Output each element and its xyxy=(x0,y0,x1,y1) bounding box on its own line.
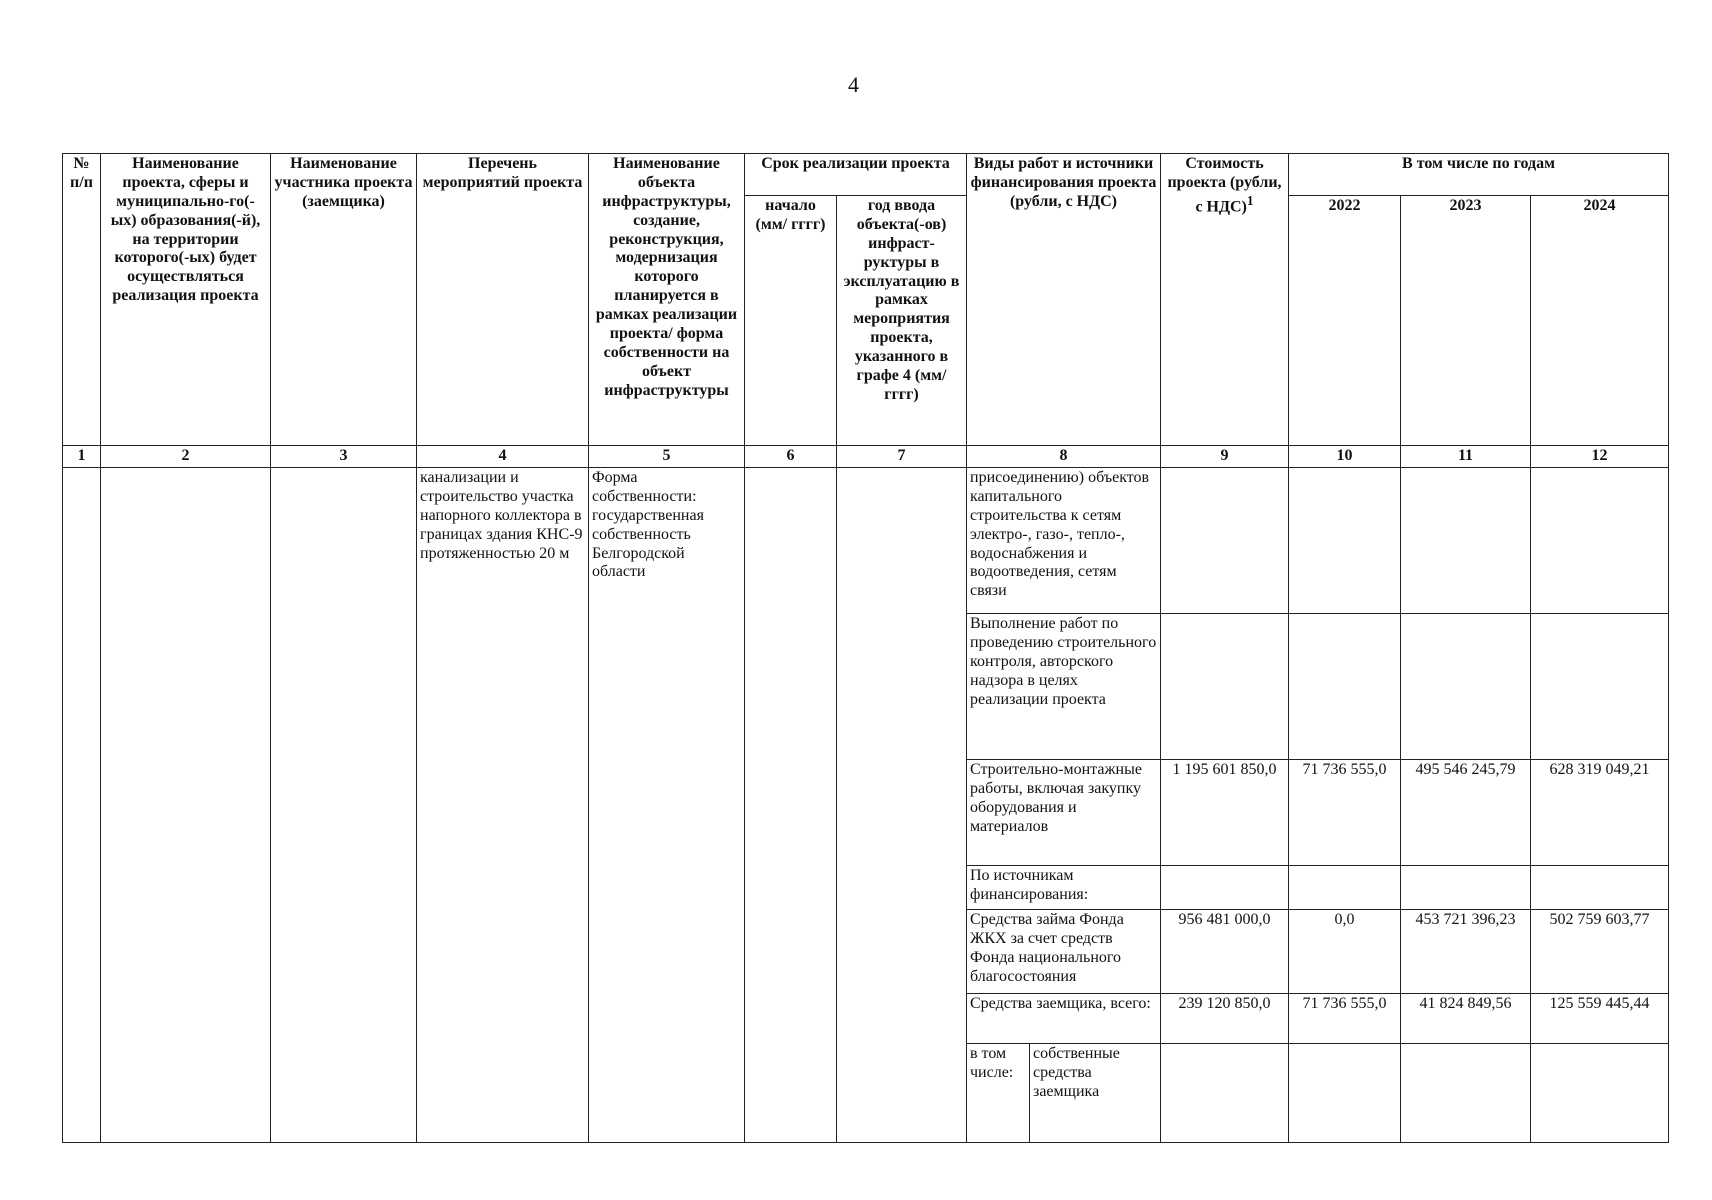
header-col-2: Наименование проекта, сферы и муниципально-го(-ых) образования(-й), на территории которого(-ых) будет осуществляться реализация проекта xyxy=(101,154,271,446)
work-type-label: По источникам финансирования: xyxy=(967,866,1161,910)
column-number: 2 xyxy=(101,446,271,468)
cost-total: 239 120 850,0 xyxy=(1161,994,1289,1044)
work-type-last xyxy=(967,1044,1161,1143)
body-col-2 xyxy=(101,468,271,1143)
header-col-7: год ввода объекта(-ов) инфраст-руктуры в эксплуатацию в рамках мероприятия проекта, указанного в графе 4 (мм/гггг) xyxy=(837,196,967,446)
cost-2023: 453 721 396,23 xyxy=(1401,910,1531,994)
cost-2023 xyxy=(1401,614,1531,760)
work-type-label: присоединению) объектов капитального строительства к сетям электро-, газо-, тепло-, водоснабжения и водоотведения, сетям связи xyxy=(967,468,1161,614)
work-type-label: Средства заемщика, всего: xyxy=(967,994,1161,1044)
header-col-4: Перечень мероприятий проекта xyxy=(417,154,589,446)
cost-2024: 502 759 603,77 xyxy=(1531,910,1669,994)
cost-2022 xyxy=(1289,468,1401,614)
cost-2023: 41 824 849,56 xyxy=(1401,994,1531,1044)
cost-2024 xyxy=(1531,866,1669,910)
last-row-subtable xyxy=(967,1044,1160,1142)
cost-2022: 71 736 555,0 xyxy=(1289,760,1401,866)
header-col-1: № п/п xyxy=(63,154,101,446)
page-number: 4 xyxy=(848,72,859,97)
cost-total xyxy=(1161,1044,1289,1143)
column-number: 10 xyxy=(1289,446,1401,468)
work-type-label: Выполнение работ по проведению строительного контроля, авторского надзора в целях реализации проекта xyxy=(967,614,1161,760)
header-year-2023: 2023 xyxy=(1401,196,1531,446)
cost-2022: 0,0 xyxy=(1289,910,1401,994)
cost-2022 xyxy=(1289,1044,1401,1143)
body-col-6 xyxy=(745,468,837,1143)
work-type-label: Средства займа Фонда ЖКХ за счет средств Фонда национального благосостояния xyxy=(967,910,1161,994)
cost-2024 xyxy=(1531,468,1669,614)
in-that-number-label: в том числе: xyxy=(967,1044,1030,1142)
cost-total: 956 481 000,0 xyxy=(1161,910,1289,994)
header-year-2022: 2022 xyxy=(1289,196,1401,446)
cost-2022 xyxy=(1289,614,1401,760)
header-col-8: Виды работ и источники финансирования проекта (рубли, с НДС) xyxy=(967,154,1161,446)
body-col-7 xyxy=(837,468,967,1143)
column-number: 9 xyxy=(1161,446,1289,468)
header-col-9-footnote: 1 xyxy=(1246,192,1254,208)
cost-2024: 125 559 445,44 xyxy=(1531,994,1669,1044)
column-number: 6 xyxy=(745,446,837,468)
column-number: 5 xyxy=(589,446,745,468)
column-number: 11 xyxy=(1401,446,1531,468)
work-type-label: Строительно-монтажные работы, включая закупку оборудования и материалов xyxy=(967,760,1161,866)
body-col-4-measures: канализации и строительство участка напорного коллектора в границах здания КНС-9 протяженностью 20 м xyxy=(417,468,589,1143)
cost-total: 1 195 601 850,0 xyxy=(1161,760,1289,866)
project-table xyxy=(62,153,1669,1143)
cost-2023 xyxy=(1401,468,1531,614)
header-col-5: Наименование объекта инфраструктуры, создание, реконструкция, модернизация которого планируется в рамках реализации проекта/ форма собственности на объект инфраструктуры xyxy=(589,154,745,446)
column-number: 4 xyxy=(417,446,589,468)
header-by-years: В том числе по годам xyxy=(1289,154,1669,196)
column-number: 8 xyxy=(967,446,1161,468)
header-col-9 xyxy=(1161,154,1289,446)
header-srok: Срок реализации проекта xyxy=(745,154,967,196)
header-year-2024: 2024 xyxy=(1531,196,1669,446)
cost-total xyxy=(1161,866,1289,910)
cost-2023 xyxy=(1401,1044,1531,1143)
header-col-3: Наименование участника проекта (заемщика) xyxy=(271,154,417,446)
cost-2024 xyxy=(1531,614,1669,760)
header-col-6: начало (мм/ гггг) xyxy=(745,196,837,446)
body-col-5-object: Форма собственности: государственная собственность Белгородской области xyxy=(589,468,745,1143)
column-number: 12 xyxy=(1531,446,1669,468)
body-col-3 xyxy=(271,468,417,1143)
cost-2024 xyxy=(1531,1044,1669,1143)
cost-total xyxy=(1161,468,1289,614)
column-number: 1 xyxy=(63,446,101,468)
cost-2022 xyxy=(1289,866,1401,910)
cost-2023: 495 546 245,79 xyxy=(1401,760,1531,866)
cost-total xyxy=(1161,614,1289,760)
body-col-1 xyxy=(63,468,101,1143)
column-number: 7 xyxy=(837,446,967,468)
own-funds-label: собственные средства заемщика xyxy=(1033,1045,1120,1100)
cost-2024: 628 319 049,21 xyxy=(1531,760,1669,866)
column-number: 3 xyxy=(271,446,417,468)
cost-2022: 71 736 555,0 xyxy=(1289,994,1401,1044)
header-col-9-text: Стоимость проекта (рубли, с НДС) xyxy=(1167,155,1282,216)
cost-2023 xyxy=(1401,866,1531,910)
